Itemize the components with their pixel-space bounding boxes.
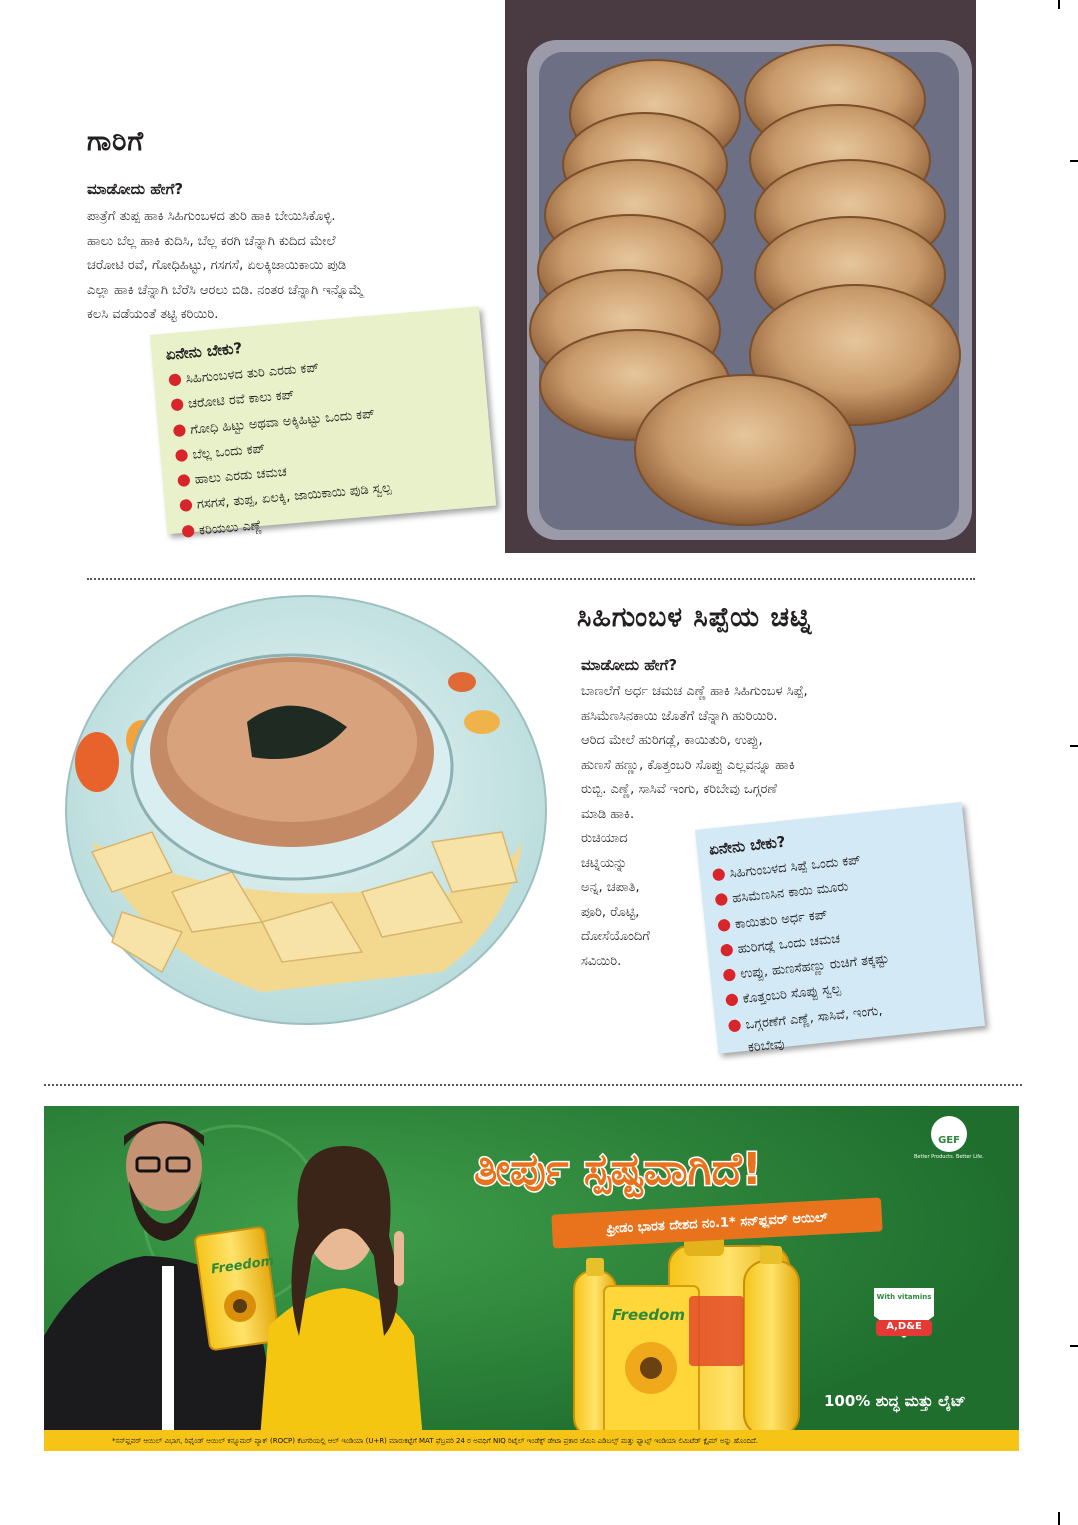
- crop-mark: [1058, 1512, 1060, 1525]
- ingredient-item: ● ಗಸಗಸೆ, ತುಪ್ಪ, ಏಲಕ್ಕಿ, ಜಾಯಿಕಾಯಿ ಪುಡಿ ಸ್ವಲ್ಪ: [178, 481, 392, 515]
- product-brand-label: Freedom: [612, 1306, 686, 1324]
- bullet-icon: ●: [718, 938, 735, 959]
- bullet-icon: ●: [167, 368, 183, 389]
- garige-photo: [505, 0, 976, 553]
- recipe-title: ಸಿಹಿಗುಂಬಳ ಸಿಪ್ಪೆಯ ಚಟ್ನಿ: [577, 602, 813, 633]
- method-heading: ಮಾಡೋದು ಹೇಗೆ?: [581, 656, 678, 674]
- bullet-icon: ●: [171, 418, 188, 439]
- bullet-icon: ●: [715, 913, 732, 934]
- bullet-icon: ●: [713, 888, 730, 909]
- ingredient-item: ● ಗೋಧಿ ಹಿಟ್ಟು ಅಥವಾ ಅಕ್ಕಿಹಿಟ್ಟು ಒಂದು ಕಪ್: [171, 406, 376, 439]
- section-divider: [87, 578, 975, 580]
- ingredients-heading: ಏನೇನು ಬೇಕು?: [164, 339, 243, 364]
- method-line: ಚಟ್ನಿಯನ್ನು: [581, 855, 628, 871]
- bullet-icon: ●: [710, 863, 727, 884]
- method-text-continued: [581, 827, 686, 974]
- ingredient-item: ● ಸಿಹಿಗುಂಬಳದ ತುರಿ ಎರಡು ಕಪ್: [167, 360, 320, 389]
- crop-mark: [1058, 0, 1060, 9]
- ad-banner-text: ಫ್ರೀಡಂ ಭಾರತ ದೇಶದ ನಂ.1* ಸನ್‌ಫ್ಲವರ್ ಆಯಿಲ್: [606, 1209, 828, 1237]
- vitamins-badge-top: With vitamins: [876, 1293, 932, 1301]
- method-line: ದೋಸೆಯೊಂದಿಗೆ: [581, 929, 650, 944]
- crop-mark: [1070, 1345, 1078, 1347]
- ingredient-item: ● ಬೆಲ್ಲ ಒಂದು ಕಪ್: [173, 441, 266, 465]
- method-line: ಕಲಸಿ ವಡೆಯಂತೆ ತಟ್ಟಿ ಕರಿಯಿರಿ.: [87, 307, 219, 322]
- ingredient-item: ● ಹುರಿಗಡ್ಲೆ ಒಂದು ಚಮಚ: [718, 931, 841, 959]
- ingredients-heading: ಏನೇನು ಬೇಕು?: [708, 832, 787, 859]
- section-divider: [44, 1084, 1022, 1086]
- ingredients-list: [167, 341, 483, 544]
- brand-logo: [934, 1128, 964, 1147]
- crop-mark: [1070, 745, 1078, 747]
- method-line: ಪಾತ್ರೆಗೆ ತುಪ್ಪ ಹಾಕಿ ಸಿಹಿಗುಂಬಳದ ತುರಿ ಹಾಕಿ ಬೇಯಿಸಿಕೊಳ್ಳಿ.: [87, 209, 336, 224]
- method-line: ಆರಿದ ಮೇಲೆ ಹುರಿಗಡ್ಲೆ, ಕಾಯಿತುರಿ, ಉಪ್ಪು,: [581, 733, 763, 748]
- method-line: ಬಾಣಲೆಗೆ ಅರ್ಧ ಚಮಚ ಎಣ್ಣೆ ಹಾಕಿ ಸಿಹಿಗುಂಬಳ ಸಿಪ್ಪೆ,: [581, 684, 808, 699]
- bullet-icon: ●: [175, 469, 192, 490]
- bullet-icon: ●: [180, 519, 196, 540]
- bullet-icon: ●: [173, 444, 190, 465]
- ad-disclaimer: *ಸನ್‌ಫ್ಲವರ್ ಆಯಿಲ್ ವಿಭಾಗ, ರಿಫೈಂಡ್ ಆಯಿಲ್ ಕನ್ಸ್ಯೂಮರ್ ಪ್ಯಾಕ್ (ROCP) ಕೆಟಗರಿಯಲ್ಲಿ ಆಲ್ ಇಂಡಿಯಾ (U+R) ಮಾರುಕಟ್ಟೆಗೆ MAT ಫೆಬ್ರವರಿ 24 ರ ಅವಧಿಗೆ NIQ ರಿಟೈಲ್ ಇಂಡೆಕ್ಸ್ ಡೇಟಾ ಪ್ರಕಾರ ಜೆಮಿನಿ ಎಡಿಬಲ್ಸ್ ಮತ್ತು ಫ್ಯಾಟ್ಸ್ ಇಂಡಿಯಾ ಲಿಮಿಟೆಡ್ ಕ್ಲೈಮ್ ಅನ್ನು ಹೊಂದಿದೆ.: [112, 1437, 759, 1445]
- method-text: [87, 205, 472, 328]
- method-line: ಎಲ್ಲಾ ಹಾಕಿ ಚೆನ್ನಾಗಿ ಬೆರೆಸಿ ಆರಲು ಬಿಡಿ. ನಂತರ ಚೆನ್ನಾಗಿ ಇನ್ನೊಮ್ಮೆ: [87, 282, 364, 298]
- method-line: ಹುಣಸೆ ಹಣ್ಣು, ಕೊತ್ತಂಬರಿ ಸೊಪ್ಪು ಎಲ್ಲವನ್ನೂ ಹಾಕಿ: [581, 757, 795, 773]
- method-heading: ಮಾಡೋದು ಹೇಗೆ?: [87, 180, 184, 198]
- ingredient-item: ● ಹಾಲು ಎರಡು ಚಮಚ: [175, 464, 288, 490]
- ingredient-item: ಕರಿಬೇವು: [747, 1036, 786, 1056]
- method-line: ಪೂರಿ, ರೊಟ್ಟಿ,: [581, 904, 640, 920]
- pouch-brand-label: Freedom: [210, 1253, 276, 1278]
- method-line: ಹಾಲು ಬೆಲ್ಲ ಹಾಕಿ ಕುದಿಸಿ, ಬೆಲ್ಲ ಕರಗಿ ಚೆನ್ನಾಗಿ ಕುದಿದ ಮೇಲೆ: [87, 233, 336, 249]
- ingredients-note: [695, 802, 985, 1054]
- ingredient-item: ● ಕೊತ್ತಂಬರಿ ಸೊಪ್ಪು ಸ್ವಲ್ಪ: [723, 982, 842, 1010]
- method-line: ಸವಿಯಿರಿ.: [581, 953, 622, 969]
- ingredient-item: ● ಚರೋಟಿ ರವೆ ಕಾಲು ಕಪ್: [169, 387, 295, 414]
- ingredients-list: [710, 837, 974, 1062]
- bullet-icon: ●: [169, 393, 185, 414]
- ingredient-item: ● ಸಿಹಿಗುಂಬಳದ ಸಿಪ್ಪೆ ಒಂದು ಕಪ್: [710, 852, 862, 884]
- ad-headline: ತೀರ್ಪು ಸ್ಪಷ್ಟವಾಗಿದೆ!: [474, 1144, 762, 1195]
- method-line: ಹಸಿಮೆಣಸಿನಕಾಯಿ ಜೊತೆಗೆ ಚೆನ್ನಾಗಿ ಹುರಿಯಿರಿ.: [581, 708, 778, 724]
- freedom-oil-advertisement: [44, 1106, 1019, 1451]
- method-line: ಚರೋಟಿ ರವೆ, ಗೋಧಿಹಿಟ್ಟು, ಗಸಗಸೆ, ಏಲಕ್ಕಿಜಾಯಿಕಾಯಿ ಪುಡಿ: [87, 258, 347, 273]
- method-text: [581, 680, 911, 827]
- ingredient-item: ● ಉಪ್ಪು, ಹುಣಸೆಹಣ್ಣು ರುಚಿಗೆ ತಕ್ಕಷ್ಟು: [721, 951, 890, 985]
- brand-logo-text: GEF: [938, 1135, 960, 1146]
- bullet-icon: ●: [726, 1014, 743, 1035]
- bullet-icon: ●: [721, 963, 738, 985]
- bullet-icon: ●: [178, 494, 194, 515]
- method-line: ರುಬ್ಬಿ. ಎಣ್ಣೆ, ಸಾಸಿವೆ ಇಂಗು, ಕರಿಬೇವು ಒಗ್ಗರಣೆ: [581, 782, 777, 797]
- ingredient-item: ● ಹಸಿಮೆಣಸಿನ ಕಾಯಿ ಮೂರು: [713, 879, 850, 909]
- method-line: ಅನ್ನ, ಚಪಾತಿ,: [581, 880, 640, 895]
- bullet-icon: ●: [723, 988, 740, 1010]
- method-line: ಮಾಡಿ ಹಾಕಿ.: [581, 806, 635, 822]
- ad-claim: 100% ಶುದ್ಧ ಮತ್ತು ಲೈಟ್: [824, 1392, 966, 1410]
- brand-tagline: Better Products. Better Life.: [914, 1154, 984, 1160]
- ingredients-note: [150, 306, 496, 540]
- method-line: ರುಚಿಯಾದ: [581, 831, 628, 846]
- recipe-title: ಗಾರಿಗೆ: [87, 126, 145, 157]
- vitamins-badge: A,D&E: [886, 1321, 922, 1332]
- ingredient-item: ● ಕಾಯಿತುರಿ ಅರ್ಧ ಕಪ್: [715, 907, 828, 934]
- chutney-photo: [62, 592, 550, 1032]
- ingredient-item: ● ಕರಿಯಲು ಎಣ್ಣೆ: [180, 517, 263, 540]
- ingredient-item: ● ಒಗ್ಗರಣೆಗೆ ಎಣ್ಣೆ, ಸಾಸಿವೆ, ಇಂಗು,: [726, 1003, 884, 1035]
- crop-mark: [1070, 160, 1078, 162]
